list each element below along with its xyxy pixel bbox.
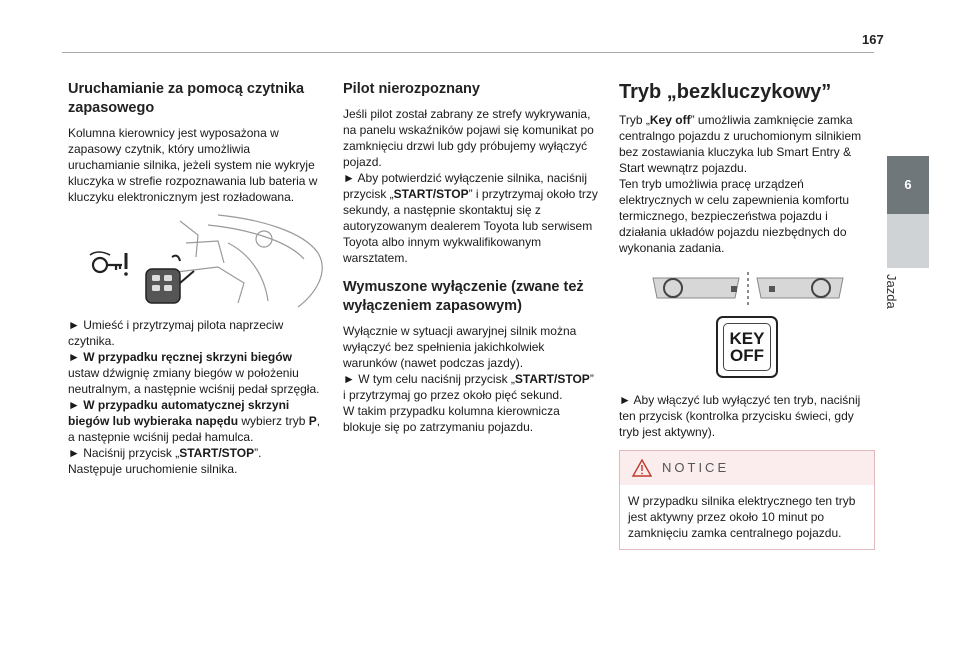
chapter-tab-inactive: [887, 214, 929, 268]
section-heading: Wymuszone wyłączenie (zwane też wyłączeniem zapasowym): [343, 279, 584, 314]
header-rule: [62, 52, 874, 53]
paragraph: ► Aby potwierdzić wyłączenie silnika, naciśnij przycisk „START/STOP” i przytrzymaj około trzy sekundy, a następnie skontaktuj się z autoryzowanym dealerem Toyota lub serwisem Toyota albo innym wykwalifikowanym warsztatem.: [343, 171, 598, 265]
column-2: [343, 80, 599, 435]
column-3: [619, 80, 875, 550]
key-off-icon: KEY OFF: [723, 323, 771, 371]
section-title: Tryb „bezkluczykowy”: [619, 81, 832, 103]
step-3: ► W przypadku automatycznej skrzyni biegów lub wybieraka napędu wybierz tryb P, a następnie wciśnij pedał hamulca.: [68, 398, 321, 444]
notice-text: W przypadku silnika elektrycznego ten tryb jest aktywny przez około 10 minut po zamknięciu zamka centralnego pojazdu.: [628, 494, 856, 540]
step-2: ► W przypadku ręcznej skrzyni biegów ustaw dźwignię zmiany biegów w położeniu neutralnym, a następnie wciśnij pedał sprzęgła.: [68, 350, 320, 396]
key-fob-icon: [146, 256, 194, 303]
step-1: ► Umieść i przytrzymaj pilota naprzeciw czytnika.: [68, 318, 284, 348]
paragraph: Tryb „Key off” umożliwia zamknięcie zamka centralngo pojazdu z uruchomionym silnikiem bez zostawiania kluczyka lub Smart Entry & Start wewnątrz pojazdu.: [619, 113, 862, 175]
paragraph: Wyłącznie w sytuacji awaryjnej silnik można wyłączyć bez spełnienia jakichkolwiek warunków (nawet podczas jazdy).: [343, 324, 577, 370]
key-warning-icon: [90, 252, 128, 276]
paragraph: Ten tryb umożliwia pracę urządzeń elektrycznych w celu zapewnienia komfortu termicznego, bezpieczeństwa pojazdu i działania układów pojazdu niezbędnych do wykonania zadania.: [619, 177, 850, 255]
step-4-result: Następuje uruchomienie silnika.: [68, 462, 238, 476]
paragraph: ► Aby włączyć lub wyłączyć ten tryb, naciśnij ten przycisk (kontrolka przycisku świeci, gdy tryb jest aktywny).: [619, 393, 861, 439]
chapter-tab[interactable]: 6: [887, 156, 929, 214]
key-off-button[interactable]: [716, 316, 778, 378]
dashboard-illustration: [619, 268, 875, 308]
section-heading: Uruchamianie za pomocą czytnika zapasowego: [68, 81, 305, 116]
page-number: 167: [862, 32, 884, 47]
warning-triangle-icon: [632, 459, 652, 477]
chapter-label: Jazda: [884, 274, 899, 309]
intro-text: Kolumna kierownicy jest wyposażona w zapasowy czytnik, który umożliwia uruchamianie silnika, jeżeli system nie wykryje kluczyka w strefie rozpoznawania lub bateria w kluczyku elektronicznym jest rozładowana.: [68, 126, 318, 204]
paragraph: ► W tym celu naciśnij przycisk „START/STOP” i przytrzymaj go przez około pięć sekund.: [343, 372, 594, 402]
section-heading: Pilot nierozpoznany: [343, 81, 480, 97]
notice-title: NOTICE: [662, 460, 730, 475]
notice-box: [619, 450, 875, 550]
notice-header: [620, 451, 874, 485]
step-4: ► Naciśnij przycisk „START/STOP”.: [68, 446, 262, 460]
paragraph: W takim przypadku kolumna kierownicza blokuje się po zatrzymaniu pojazdu.: [343, 404, 560, 434]
column-1: [68, 80, 324, 477]
paragraph: Jeśli pilot został zabrany ze strefy wykrywania, na panelu wskaźników pojawi się komunikat po zamknięciu drzwi lub gdy próbujemy wyłączyć pojazd.: [343, 107, 594, 169]
steering-column-illustration: [68, 213, 324, 309]
